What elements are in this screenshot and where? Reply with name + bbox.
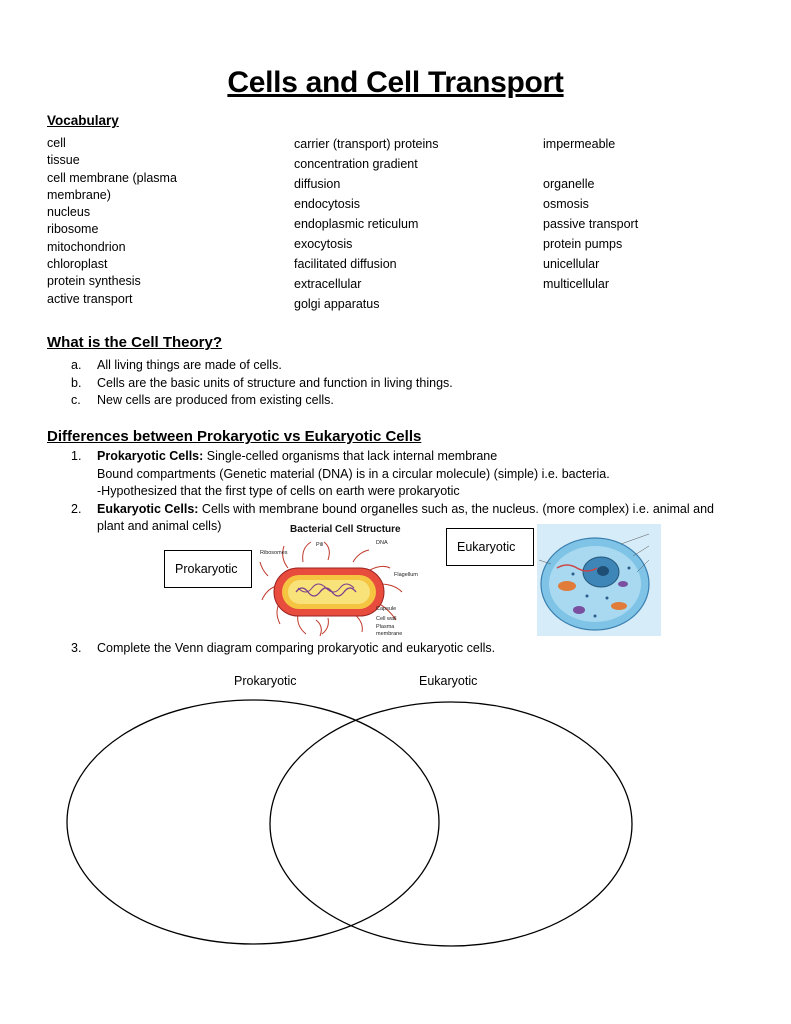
list-marker: 3.	[71, 641, 82, 655]
list-item	[71, 375, 453, 393]
venn-left-circle	[67, 700, 439, 944]
vocab-term: golgi apparatus	[294, 297, 380, 311]
list-text: New cells are produced from existing cells.	[97, 393, 334, 407]
list-marker: a.	[71, 358, 82, 372]
instruction-text: Complete the Venn diagram comparing prokaryotic and eukaryotic cells.	[97, 641, 496, 655]
term-prokaryotic: Prokaryotic Cells:	[97, 449, 204, 463]
eukaryotic-cell-illustration	[537, 524, 661, 636]
cell-body	[274, 568, 384, 616]
vocabulary-column-3	[543, 134, 743, 294]
vocab-term: facilitated diffusion	[294, 257, 397, 271]
cell-theory-heading: What is the Cell Theory?	[47, 334, 223, 351]
label-cell-wall: Cell wall	[376, 616, 397, 622]
list-text: Cells are the basic units of structure and function in living things.	[97, 375, 453, 390]
term-eukaryotic: Eukaryotic Cells:	[97, 501, 199, 516]
list-item	[71, 357, 453, 375]
definition-text: plant and animal cells)	[97, 519, 222, 533]
venn-diagram	[60, 694, 640, 954]
definition-text: -Hypothesized that the first type of cells on earth were prokaryotic	[97, 484, 460, 498]
vocab-term: nucleus	[47, 205, 91, 220]
vocabulary-column-1	[47, 135, 247, 308]
vocab-term: impermeable	[543, 137, 616, 151]
vocab-term: osmosis	[543, 197, 589, 211]
list-item-prokaryotic	[71, 448, 751, 501]
vocab-term: extracellular	[294, 277, 362, 291]
vocab-term: membrane)	[47, 187, 111, 202]
vocab-term: mitochondrion	[47, 239, 126, 254]
list-item-venn	[71, 640, 751, 658]
column-spacer	[543, 154, 743, 174]
vocab-term: endocytosis	[294, 197, 361, 211]
bacterial-cell-illustration	[258, 518, 424, 638]
list-item	[71, 392, 453, 410]
cell-theory-list	[71, 357, 453, 410]
vocab-term: exocytosis	[294, 237, 353, 251]
label-flagellum: Flagellum	[394, 572, 418, 578]
vocab-term: concentration gradient	[294, 157, 418, 171]
vocab-term: protein pumps	[543, 237, 623, 251]
label-ribosomes: Ribosomes	[260, 550, 288, 556]
label-membrane: membrane	[376, 631, 403, 637]
vocab-term: multicellular	[543, 277, 609, 291]
list-marker: c.	[71, 393, 81, 407]
vocab-term: tissue	[47, 153, 80, 168]
vocab-term: organelle	[543, 177, 595, 191]
label-dna: DNA	[376, 540, 388, 546]
label-plasma: Plasma	[376, 624, 395, 630]
definition-text: Bound compartments (Genetic material (DNA) is in a circular molecule) (simple) i.e. bacteria.	[97, 466, 610, 481]
page-title: Cells and Cell Transport	[227, 66, 564, 99]
definition-text: Cells with membrane bound organelles such as, the nucleus. (more complex) i.e. animal and	[198, 501, 714, 516]
venn-left-label: Prokaryotic	[234, 674, 297, 688]
list-marker: 2.	[71, 501, 82, 516]
vocab-term: cell	[47, 136, 66, 150]
eukaryotic-label-box: Eukaryotic	[446, 528, 534, 566]
list-marker: b.	[71, 375, 82, 390]
venn-right-circle	[270, 702, 632, 946]
list-marker: 1.	[71, 449, 82, 463]
definition-text: Single-celled organisms that lack internal membrane	[203, 449, 498, 463]
bacteria-title: Bacterial Cell Structure	[290, 524, 401, 535]
differences-heading: Differences between Prokaryotic vs Eukaryotic Cells	[47, 428, 422, 445]
vocab-term: unicellular	[543, 257, 600, 271]
prokaryotic-label-box: Prokaryotic	[164, 550, 252, 588]
vocab-term: diffusion	[294, 177, 341, 191]
vocabulary-heading: Vocabulary	[47, 113, 119, 128]
vocab-term: endoplasmic reticulum	[294, 217, 419, 231]
vocab-term: cell membrane (plasma	[47, 170, 177, 185]
venn-instruction	[71, 640, 751, 658]
vocab-term: active transport	[47, 291, 133, 306]
venn-right-label: Eukaryotic	[419, 674, 478, 688]
vocab-term: protein synthesis	[47, 274, 141, 289]
list-text: All living things are made of cells.	[97, 358, 282, 372]
vocab-term: carrier (transport) proteins	[294, 137, 439, 151]
vocabulary-column-2	[294, 134, 514, 314]
vocab-term: chloroplast	[47, 257, 108, 272]
label-pili: Pili	[316, 542, 324, 548]
vocab-term: passive transport	[543, 217, 639, 231]
label-capsule: Capsule	[376, 606, 397, 612]
vocab-term: ribosome	[47, 222, 99, 237]
